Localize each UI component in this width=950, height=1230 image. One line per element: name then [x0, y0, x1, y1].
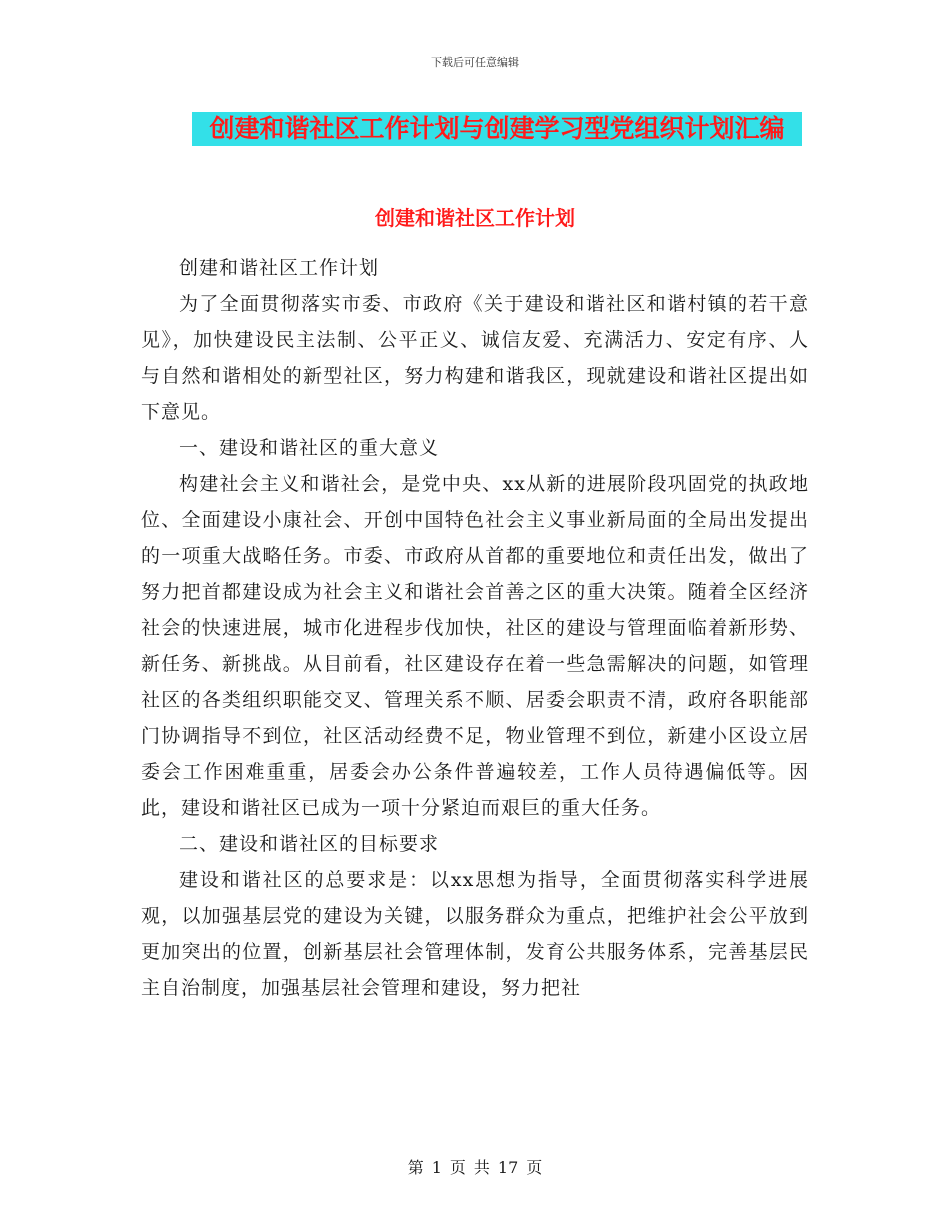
section-heading: 二、建设和谐社区的目标要求: [179, 833, 440, 855]
paragraph: 构建社会主义和谐社会，是党中央、xx从新的进展阶段巩固党的执政地位、全面建设小康社会、开创中国特色社会主义事业新局面的全局出发提出的一项重大战略任务。市委、市政府从首都的重要地位和责任出发，做出了努力把首都建设成为社会主义和谐社会首善之区的重大决策。随着全区经济社会的快速进展，城市化进程步伐加快，社区的建设与管理面临着新形势、新任务、新挑战。从目前看，社区建设存在着一些急需解决的问题，如管理社区的各类组织职能交叉、管理关系不顺、居委会职责不清，政府各职能部门协调指导不到位，社区活动经费不足，物业管理不到位，新建小区设立居委会工作困难重重，居委会办公条件普遍较差，工作人员待遇偏低等。因此，建设和谐社区已成为一项十分紧迫而艰巨的重大任务。: [141, 473, 809, 819]
document-title: 创建和谐社区工作计划与创建学习型党组织计划汇编: [209, 114, 785, 143]
paragraph: 建设和谐社区的总要求是：以xx思想为指导，全面贯彻落实科学进展观，以加强基层党的建设为关键，以服务群众为重点，把维护社会公平放到更加突出的位置，创新基层社会管理体制，发育公共服务体系，完善基层民主自治制度，加强基层社会管理和建设，努力把社: [141, 869, 809, 999]
footer-page-label: 页: [449, 1158, 466, 1177]
section-heading: 一、建设和谐社区的重大意义: [179, 437, 440, 459]
footer-total-prefix: 共: [473, 1158, 490, 1177]
paragraph: 为了全面贯彻落实市委、市政府《关于建设和谐社区和谐村镇的若干意见》，加快建设民主法制、公平正义、诚信友爱、充满活力、安定有序、人与自然和谐相处的新型社区，努力构建和谐我区，现就建设和谐社区提出如下意见。: [141, 293, 809, 423]
document-body: [141, 250, 809, 1006]
footer-prefix: 第: [407, 1158, 424, 1177]
page-footer: [0, 1155, 950, 1178]
footer-total-label: 页: [526, 1158, 543, 1177]
total-pages: 17: [497, 1158, 519, 1177]
header-note: 下载后可任意编辑: [431, 56, 519, 69]
main-title-highlight: [192, 112, 802, 146]
section-title: 创建和谐社区工作计划: [375, 206, 575, 230]
page-number: 1: [431, 1158, 442, 1177]
paragraph-heading: 创建和谐社区工作计划: [179, 257, 380, 279]
